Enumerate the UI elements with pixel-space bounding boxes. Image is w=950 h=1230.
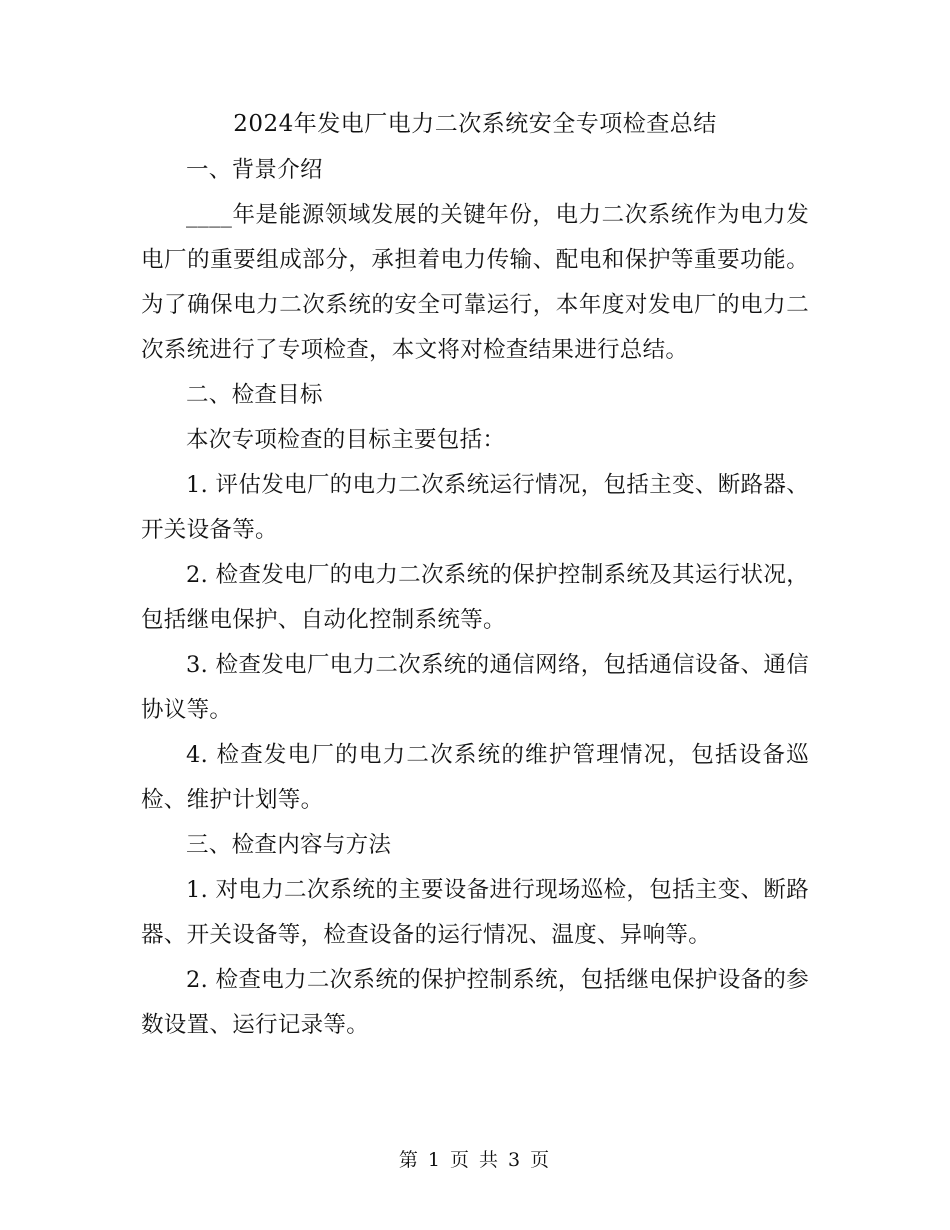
list-item-method-2: 2. 检查电力二次系统的保护控制系统，包括继电保护设备的参数设置、运行记录等。 — [141, 967, 809, 1038]
section-heading-methods: 三、检查内容与方法 — [186, 832, 392, 858]
document-title: 2024年发电厂电力二次系统安全专项检查总结 — [233, 111, 717, 137]
paragraph-background: ____年是能源领域发展的关键年份，电力二次系统作为电力发电厂的重要组成部分，承担着电力传输、配电和保护等重要功能。为了确保电力二次系统的安全可靠运行，本年度对发电厂的电力二次系统进行了专项检查，本文将对检查结果进行总结。 — [141, 202, 809, 363]
list-item-goal-4: 4. 检查发电厂的电力二次系统的维护管理情况，包括设备巡检、维护计划等。 — [141, 742, 809, 813]
page-number-footer: 第 1 页 共 3 页 — [398, 1149, 552, 1171]
paragraph-goals-intro: 本次专项检查的目标主要包括： — [186, 427, 506, 453]
list-item-method-1: 1. 对电力二次系统的主要设备进行现场巡检，包括主变、断路器、开关设备等，检查设备的运行情况、温度、异响等。 — [141, 877, 809, 948]
list-item-goal-2: 2. 检查发电厂的电力二次系统的保护控制系统及其运行状况，包括继电保护、自动化控制系统等。 — [141, 562, 809, 633]
document-body — [141, 148, 809, 1048]
section-heading-goals: 二、检查目标 — [186, 382, 323, 408]
list-item-goal-1: 1. 评估发电厂的电力二次系统运行情况，包括主变、断路器、开关设备等。 — [141, 472, 809, 543]
section-heading-background: 一、背景介绍 — [186, 157, 323, 183]
list-item-goal-3: 3. 检查发电厂电力二次系统的通信网络，包括通信设备、通信协议等。 — [141, 652, 809, 723]
